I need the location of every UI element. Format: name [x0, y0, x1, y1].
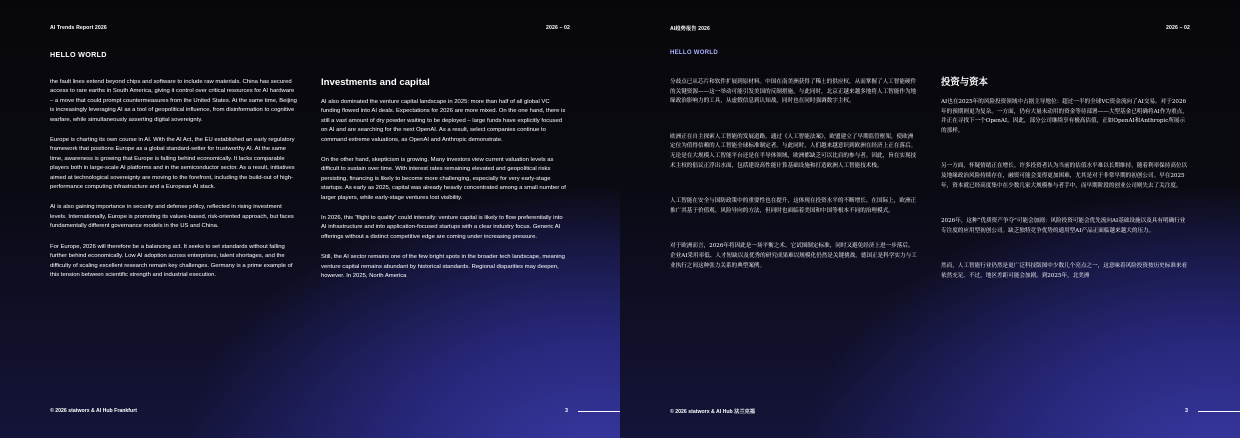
copyright: © 2026 statworx & AI Hub Frankfurt [50, 408, 137, 414]
text-column-right [321, 77, 569, 293]
paragraph: Still, the AI sector remains one of the few bright spots in the broader tech landscape, meaning venture capital remains abundant by historical standards. Regional disparities may deepen, however. In 2025, North America [321, 254, 565, 280]
paragraph: 对于欧洲而言，2026年将因此是一场平衡之术。它试图制定标准，同时又避免经济上进一步落后。企业AI采用率低、人才短缺以及优秀的研究成果难以规模化仍然是关键挑战。德国正是科学实力与工业执行之间这种张力关系的典型案例。 [670, 243, 917, 269]
paragraph: 人工智能在安全与国防政策中的重要性也在提升，这体现在投资水平的不断增长。在国际上，欧洲正推广其基于价值观、风险导向的方法，但同时也面临着美国和中国等根本不同的治理模式。 [670, 198, 917, 214]
page-number: 3 [565, 408, 568, 414]
paragraph: For Europe, 2026 will therefore be a balancing act. It seeks to set standards without falling further behind economically. Low AI adoption across enterprises, talent shortages, and the difficulty of scaling excellent research remain key challenges. Germany is a prime example of this tension between scientific strength and industrial execution. [50, 243, 293, 278]
paragraph: Europe is charting its own course in AI. With the AI Act, the EU established an early regulatory framework that positions Europe as a global standard-setter for trustworthy AI. At the same time, awareness is growing that Europe is falling behind economically. It lacks comparable players both in large-scale AI platforms and in the semiconductor sector. As a result, initiatives aimed at technological sovereignty are moving to the forefront, including the build-out of high-performance computing infrastructure and a European AI stack. [50, 137, 295, 191]
section-label: HELLO WORLD [50, 50, 107, 59]
issue-number: 2026 – 02 [1166, 25, 1190, 31]
text-column-left [50, 78, 298, 291]
paragraph: In 2026, this “flight to quality” could intensify: venture capital is likely to flow preferentially into AI infrastructure and into application-focused startups with a clear industry focus. Generic AI offerings without a distinct competitive edge are coming under increasing pressure. [321, 215, 563, 240]
paragraph: 欧洲正在自主探索人工智能的发展道路。通过《人工智能法案》，欧盟建立了早期监管框架，使欧洲定位为值得信赖的人工智能全球标准制定者。与此同时，人们越来越意识到欧洲在经济上正在落后。无论是在大规模人工智能平台还是在半导体领域，欧洲都缺乏可以比肩的参与者。因此，旨在实现技术主权的倡议正浮出水面，包括建设高性能计算基础设施和打造欧洲人工智能技术栈。 [670, 133, 917, 169]
right-page [620, 0, 1240, 438]
paragraph: AI also dominated the venture capital landscape in 2025: more than half of all global VC funding flowed into AI deals. Expectations for 2026 are more mixed. On the one hand, there is still a vast amount of dry powder waiting to be deployed – large funds have explicitly focused on AI and are searching for the next OpenAI. As a result, select companies continue to command extreme valuations, as OpenAI and Anthropic demonstrate. [321, 99, 566, 143]
paragraph: 2026年，这种“优质资产争夺”可能会加剧：风险投资可能会优先流向AI基础设施以及具有明确行业专注度的应用型初创公司。缺乏独特竞争优势的通用型AI产品正面临越来越大的压力。 [941, 218, 1186, 234]
paragraph: 分歧点已从芯片和软件扩展到原材料。中国在南美洲获得了稀土的供应权，从而掌握了人工智能硬件的关键资源——这一举动可能引发美国的反制措施。与此同时，北京正越来越多地将人工智能作为地缘政治影响力的工具，从虚假信息到认知战，同时也在同时强调数字主权。 [670, 79, 917, 105]
section-label: HELLO WORLD [670, 50, 718, 56]
report-title: AI趋势报告 2026 [670, 26, 711, 32]
section-heading: 投资与资本 [941, 77, 988, 88]
footer-rule [1198, 411, 1240, 412]
report-title: AI Trends Report 2026 [50, 25, 107, 31]
section-heading: Investments and capital [321, 77, 430, 88]
copyright: © 2026 statworx & AI Hub 法兰克福 [670, 409, 755, 415]
page-number: 3 [1185, 408, 1188, 414]
issue-number: 2026 – 02 [546, 25, 570, 31]
paragraph: AI is also gaining importance in security and defense policy, reflected in rising investment levels. Internationally, Europe is promoting its values-based, risk-oriented approach, but faces fundamentally different governance models in the US and China. [50, 204, 294, 230]
paragraph: AI也在2025年的风险投资领域中占据主导地位：超过一半的全球VC资金流向了AI交易。对于2026年的预期则更为复杂。一方面，仍有大量未动用的资金等待部署——大型基金已明确将AI作为重点，并正在寻找下一个OpenAI。因此，部分公司继续享有极高估值，正如OpenAI和Anthropic所展示的那样。 [941, 99, 1188, 134]
paragraph: 另一方面，怀疑情绪正在增长。许多投资者认为当前的估值水平难以长期维持。随着利率保持高位以及地缘政治风险持续存在，融资可能会变得更加困难，尤其是对于非常早期的初创公司。早在2025年，资本就已经高度集中在少数几家大规模参与者手中，而早期阶段的创业公司则失去了关注度。 [941, 163, 1188, 189]
footer-rule [578, 411, 620, 412]
text-column-right [941, 77, 1189, 308]
text-column-left [670, 78, 918, 297]
paragraph: the fault lines extend beyond chips and software to include raw materials. China has secured access to rare earths in South America, giving it control over critical resources for AI hardware – a move that could prompt countermeasures from the United States. At the same time, Beijing is increasingly leveraging AI as a tool of geopolitical influence, from disinformation to cognitive warfare, while simultaneously asserting digital sovereignty. [50, 79, 297, 123]
paragraph: On the other hand, skepticism is growing. Many investors view current valuation levels as difficult to sustain over time. With interest rates remaining elevated and geopolitical risks persisting, financing is likely to become more challenging, especially for very early-stage startups. As early as 2025, capital was already heavily concentrated among a small number of larger players, while early-stage ventures lost visibility. [321, 157, 566, 201]
paragraph: 然而，人工智能行业仍然是更广泛科技版图中少数几个亮点之一，这意味着风险投资按历史标准来看依然充足。不过，地区差距可能会加剧。到2025年，北美洲 [941, 263, 1188, 279]
